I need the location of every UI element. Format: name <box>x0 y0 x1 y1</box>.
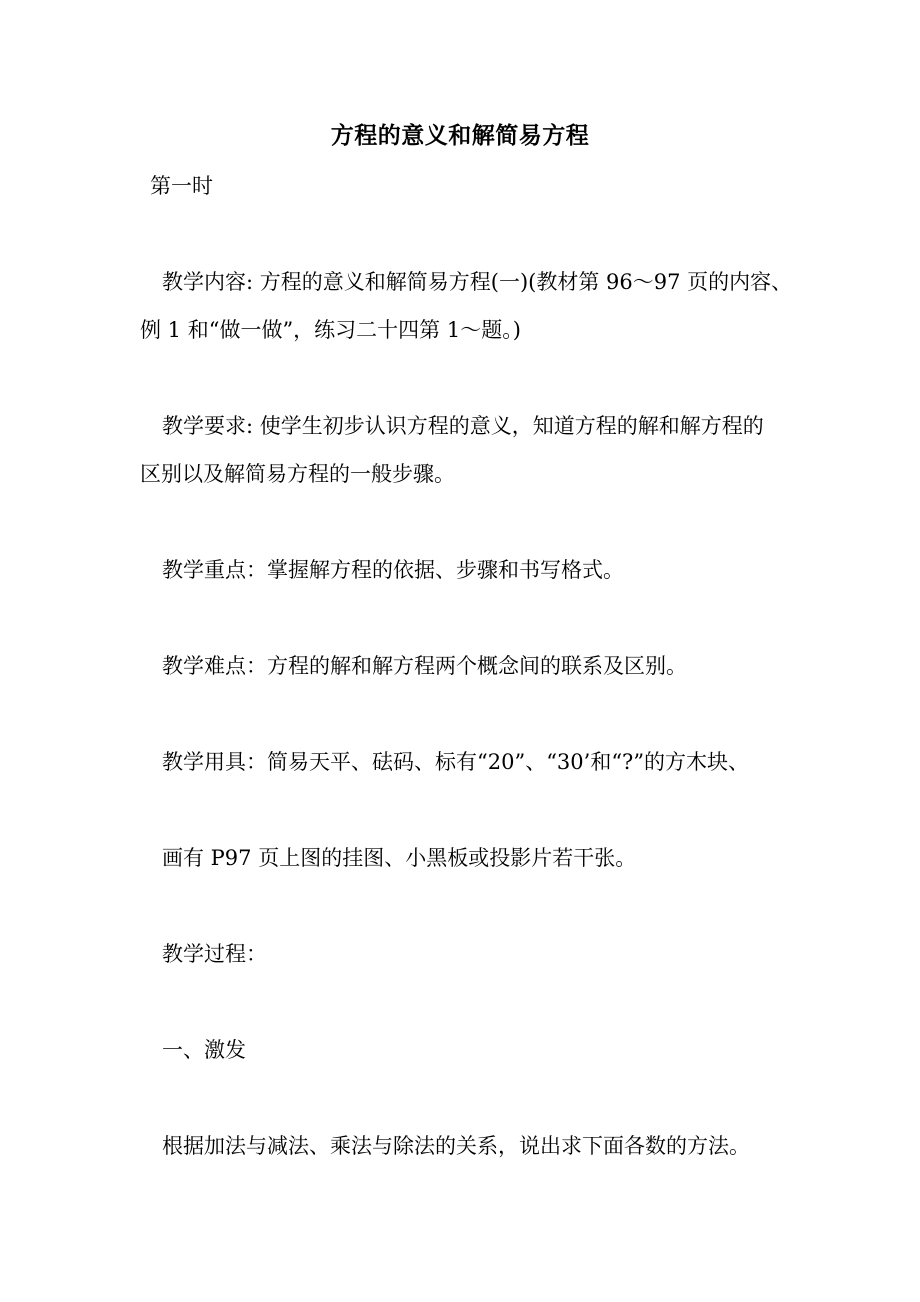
lesson-subtitle: 第一时 <box>150 174 213 198</box>
teaching-requirement-line-2: 区别以及解简易方程的一般步骤。 <box>140 462 455 486</box>
teaching-tools-line-2: 画有 P97 页上图的挂图、小黑板或投影片若干张。 <box>162 846 637 870</box>
teaching-difficulty: 教学难点：方程的解和解方程两个概念间的联系及区别。 <box>162 654 687 678</box>
teaching-content-line-2: 例 1 和“做一做”，练习二十四第 1～题。) <box>140 318 521 342</box>
teaching-requirement-line-1: 教学要求: 使学生初步认识方程的意义，知道方程的解和解方程的 <box>162 414 764 438</box>
teaching-process-heading: 教学过程： <box>162 942 267 966</box>
teaching-key-point: 教学重点：掌握解方程的依据、步骤和书写格式。 <box>162 558 624 582</box>
section-one-text: 根据加法与减法、乘法与除法的关系，说出求下面各数的方法。 <box>162 1134 750 1158</box>
teaching-content-line-1: 教学内容: 方程的意义和解简易方程(一)(教材第 96～97 页的内容、 <box>162 270 793 294</box>
teaching-tools-line-1: 教学用具：简易天平、砝码、标有“20”、“30’和“?”的方木块、 <box>162 750 750 774</box>
document-title: 方程的意义和解简易方程 <box>330 122 590 149</box>
section-one-heading: 一、激发 <box>162 1038 246 1062</box>
